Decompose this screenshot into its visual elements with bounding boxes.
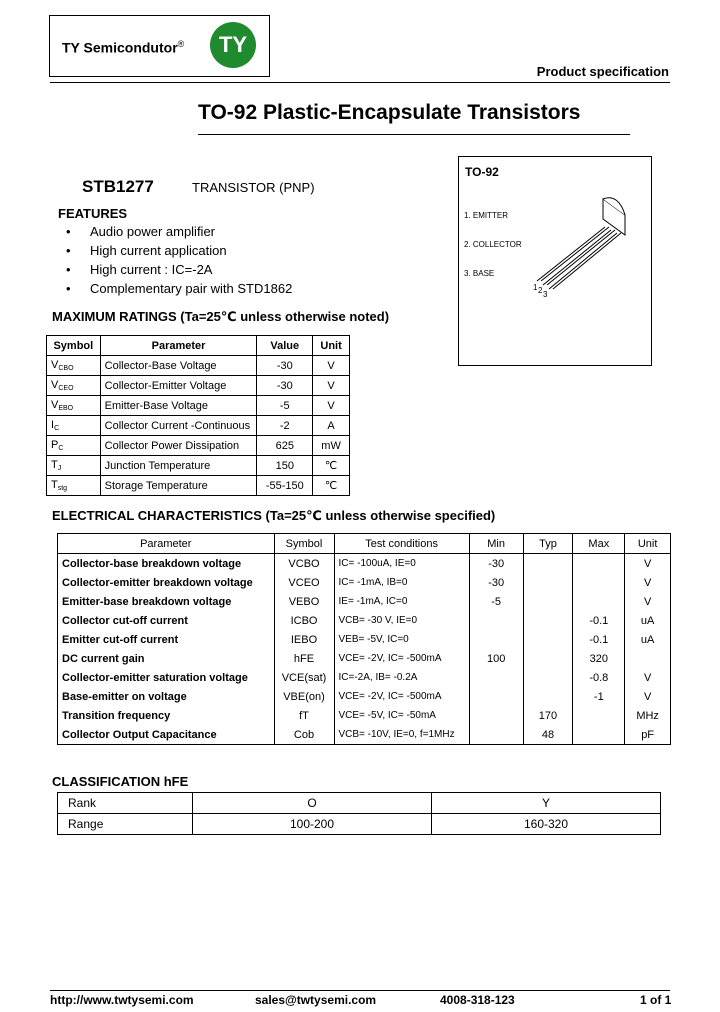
- min-cell: -30: [469, 554, 523, 574]
- column-header: Parameter: [58, 534, 275, 554]
- footer-divider: [50, 990, 670, 991]
- unit-cell: pF: [625, 725, 671, 745]
- electrical-heading: ELECTRICAL CHARACTERISTICS (Ta=25℃ unless otherwise specified): [52, 508, 496, 523]
- column-header: Unit: [625, 534, 671, 554]
- min-cell: [469, 668, 523, 687]
- min-cell: [469, 630, 523, 649]
- unit-cell: V: [625, 554, 671, 574]
- footer-phone: 4008-318-123: [440, 993, 515, 1007]
- feature-item: • Audio power amplifier: [66, 224, 216, 239]
- column-header: Unit: [313, 336, 350, 356]
- value-cell: -30: [257, 376, 313, 396]
- symbol-cell: $P_C$: [47, 436, 101, 456]
- table-row: [58, 573, 671, 592]
- classification-heading: CLASSIFICATION hFE: [52, 774, 189, 789]
- unit-cell: V: [313, 396, 350, 416]
- max-cell: -0.1: [573, 611, 625, 630]
- parameter-cell: Junction Temperature: [100, 456, 257, 476]
- table-row: [47, 476, 350, 496]
- symbol-cell: Cob: [274, 725, 334, 745]
- min-cell: [469, 725, 523, 745]
- pin-number: 2: [538, 286, 543, 295]
- min-cell: [469, 611, 523, 630]
- table-row: [47, 356, 350, 376]
- part-number: STB1277: [82, 177, 154, 196]
- unit-cell: V: [625, 592, 671, 611]
- symbol-cell: VCBO: [274, 554, 334, 574]
- company-logo-box: [49, 15, 270, 77]
- pin-label: 3. BASE: [464, 269, 495, 278]
- title-underline: [198, 134, 630, 135]
- conditions-cell: VCE= -2V, IC= -500mA: [334, 687, 469, 706]
- max-ratings-heading: MAXIMUM RATINGS (Ta=25℃ unless otherwise noted): [52, 309, 390, 324]
- header-divider: [50, 82, 670, 83]
- symbol-cell: $T_J$: [47, 456, 101, 476]
- parameter-cell: Transition frequency: [58, 706, 275, 725]
- parameter-cell: Collector-emitter saturation voltage: [58, 668, 275, 687]
- column-header: Symbol: [274, 534, 334, 554]
- document-title: TO-92 Plastic-Encapsulate Transistors: [198, 101, 581, 124]
- column-header: Value: [257, 336, 313, 356]
- unit-cell: mW: [313, 436, 350, 456]
- typ-cell: [523, 611, 573, 630]
- range-cell: 100-200: [193, 814, 432, 835]
- typ-cell: [523, 554, 573, 574]
- unit-cell: V: [313, 356, 350, 376]
- table-row: [47, 416, 350, 436]
- min-cell: -30: [469, 573, 523, 592]
- unit-cell: V: [625, 668, 671, 687]
- table-row: [58, 592, 671, 611]
- value-cell: -5: [257, 396, 313, 416]
- unit-cell: ℃: [313, 476, 350, 496]
- unit-cell: ℃: [313, 456, 350, 476]
- unit-cell: A: [313, 416, 350, 436]
- symbol-cell: fT: [274, 706, 334, 725]
- table-row: [58, 668, 671, 687]
- typ-cell: [523, 573, 573, 592]
- typ-cell: 170: [523, 706, 573, 725]
- conditions-cell: VCE= -2V, IC= -500mA: [334, 649, 469, 668]
- parameter-cell: Collector-base breakdown voltage: [58, 554, 275, 574]
- parameter-cell: Collector-Emitter Voltage: [100, 376, 257, 396]
- parameter-cell: DC current gain: [58, 649, 275, 668]
- part-type: TRANSISTOR (PNP): [192, 180, 315, 195]
- parameter-cell: Collector cut-off current: [58, 611, 275, 630]
- product-spec-label: Product specification: [536, 64, 669, 79]
- max-cell: 320: [573, 649, 625, 668]
- max-cell: -1: [573, 687, 625, 706]
- pin-number: 3: [543, 290, 548, 299]
- company-logo-icon: TY: [210, 22, 256, 68]
- to92-package-icon: [525, 193, 635, 303]
- column-header: Max: [573, 534, 625, 554]
- max-cell: [573, 573, 625, 592]
- table-row: [58, 725, 671, 745]
- parameter-cell: Collector Output Capacitance: [58, 725, 275, 745]
- parameter-cell: Emitter-base breakdown voltage: [58, 592, 275, 611]
- package-name: TO-92: [465, 165, 499, 179]
- conditions-cell: VCB= -30 V, IE=0: [334, 611, 469, 630]
- parameter-cell: Emitter cut-off current: [58, 630, 275, 649]
- max-cell: [573, 554, 625, 574]
- conditions-cell: IC=-2A, IB= -0.2A: [334, 668, 469, 687]
- max-cell: [573, 592, 625, 611]
- footer-email-link[interactable]: sales@twtysemi.com: [255, 993, 377, 1007]
- feature-item: • High current application: [66, 243, 227, 258]
- features-heading: FEATURES: [58, 206, 128, 221]
- typ-cell: [523, 687, 573, 706]
- symbol-cell: $V_{CBO}$: [47, 356, 101, 376]
- column-header: Typ: [523, 534, 573, 554]
- symbol-cell: $I_C$: [47, 416, 101, 436]
- max-cell: -0.8: [573, 668, 625, 687]
- symbol-cell: IEBO: [274, 630, 334, 649]
- typ-cell: [523, 630, 573, 649]
- column-header: Symbol: [47, 336, 101, 356]
- typ-cell: [523, 592, 573, 611]
- max-cell: [573, 706, 625, 725]
- unit-cell: V: [625, 687, 671, 706]
- conditions-cell: VCE= -5V, IC= -50mA: [334, 706, 469, 725]
- table-row: [47, 376, 350, 396]
- table-row: [47, 456, 350, 476]
- parameter-cell: Emitter-Base Voltage: [100, 396, 257, 416]
- feature-item: • High current : IC=-2A: [66, 262, 213, 277]
- parameter-cell: Collector Power Dissipation: [100, 436, 257, 456]
- parameter-cell: Collector-emitter breakdown voltage: [58, 573, 275, 592]
- conditions-cell: IC= -1mA, IB=0: [334, 573, 469, 592]
- value-cell: -55-150: [257, 476, 313, 496]
- value-cell: -2: [257, 416, 313, 436]
- table-row: [58, 814, 661, 835]
- unit-cell: [625, 649, 671, 668]
- conditions-cell: VCB= -10V, IE=0, f=1MHz: [334, 725, 469, 745]
- symbol-cell: $V_{EBO}$: [47, 396, 101, 416]
- table-row: [58, 611, 671, 630]
- min-cell: [469, 687, 523, 706]
- rank-cell: O: [193, 793, 432, 814]
- max-cell: [573, 725, 625, 745]
- symbol-cell: VEBO: [274, 592, 334, 611]
- table-row: [58, 706, 671, 725]
- symbol-cell: VBE(on): [274, 687, 334, 706]
- column-header: Parameter: [100, 336, 257, 356]
- typ-cell: [523, 649, 573, 668]
- rank-cell: Y: [432, 793, 661, 814]
- symbol-cell: $T_{stg}$: [47, 476, 101, 496]
- classification-table: [57, 792, 661, 835]
- unit-cell: V: [313, 376, 350, 396]
- feature-item: • Complementary pair with STD1862: [66, 281, 293, 296]
- table-row: [47, 436, 350, 456]
- max-cell: -0.1: [573, 630, 625, 649]
- min-cell: -5: [469, 592, 523, 611]
- value-cell: 625: [257, 436, 313, 456]
- parameter-cell: Collector Current -Continuous: [100, 416, 257, 436]
- column-header: Min: [469, 534, 523, 554]
- symbol-cell: ICBO: [274, 611, 334, 630]
- conditions-cell: VEB= -5V, IC=0: [334, 630, 469, 649]
- table-row: [58, 630, 671, 649]
- electrical-table: [57, 533, 671, 745]
- company-name: TY Semicondutor®: [62, 39, 185, 56]
- table-header-row: [58, 534, 671, 554]
- unit-cell: uA: [625, 611, 671, 630]
- range-label: Range: [58, 814, 193, 835]
- footer-url-link[interactable]: http://www.twtysemi.com: [50, 993, 194, 1007]
- parameter-cell: Collector-Base Voltage: [100, 356, 257, 376]
- package-panel: [458, 156, 652, 366]
- symbol-cell: VCEO: [274, 573, 334, 592]
- pin-label: 2. COLLECTOR: [464, 240, 522, 249]
- symbol-cell: $V_{CEO}$: [47, 376, 101, 396]
- range-cell: 160-320: [432, 814, 661, 835]
- typ-cell: [523, 668, 573, 687]
- column-header: Test conditions: [334, 534, 469, 554]
- typ-cell: 48: [523, 725, 573, 745]
- pin-label: 1. EMITTER: [464, 211, 509, 220]
- min-cell: [469, 706, 523, 725]
- value-cell: 150: [257, 456, 313, 476]
- table-row: [58, 554, 671, 574]
- table-header-row: [47, 336, 350, 356]
- footer-page-number: 1 of 1: [640, 993, 672, 1007]
- table-row: [58, 793, 661, 814]
- unit-cell: uA: [625, 630, 671, 649]
- unit-cell: MHz: [625, 706, 671, 725]
- symbol-cell: VCE(sat): [274, 668, 334, 687]
- table-row: [58, 687, 671, 706]
- min-cell: 100: [469, 649, 523, 668]
- symbol-cell: hFE: [274, 649, 334, 668]
- parameter-cell: Base-emitter on voltage: [58, 687, 275, 706]
- unit-cell: V: [625, 573, 671, 592]
- conditions-cell: IE= -1mA, IC=0: [334, 592, 469, 611]
- table-row: [47, 396, 350, 416]
- pin-number: 1: [533, 283, 538, 292]
- conditions-cell: IC= -100uA, IE=0: [334, 554, 469, 574]
- rank-label: Rank: [58, 793, 193, 814]
- value-cell: -30: [257, 356, 313, 376]
- parameter-cell: Storage Temperature: [100, 476, 257, 496]
- table-row: [58, 649, 671, 668]
- max-ratings-table: [46, 335, 350, 496]
